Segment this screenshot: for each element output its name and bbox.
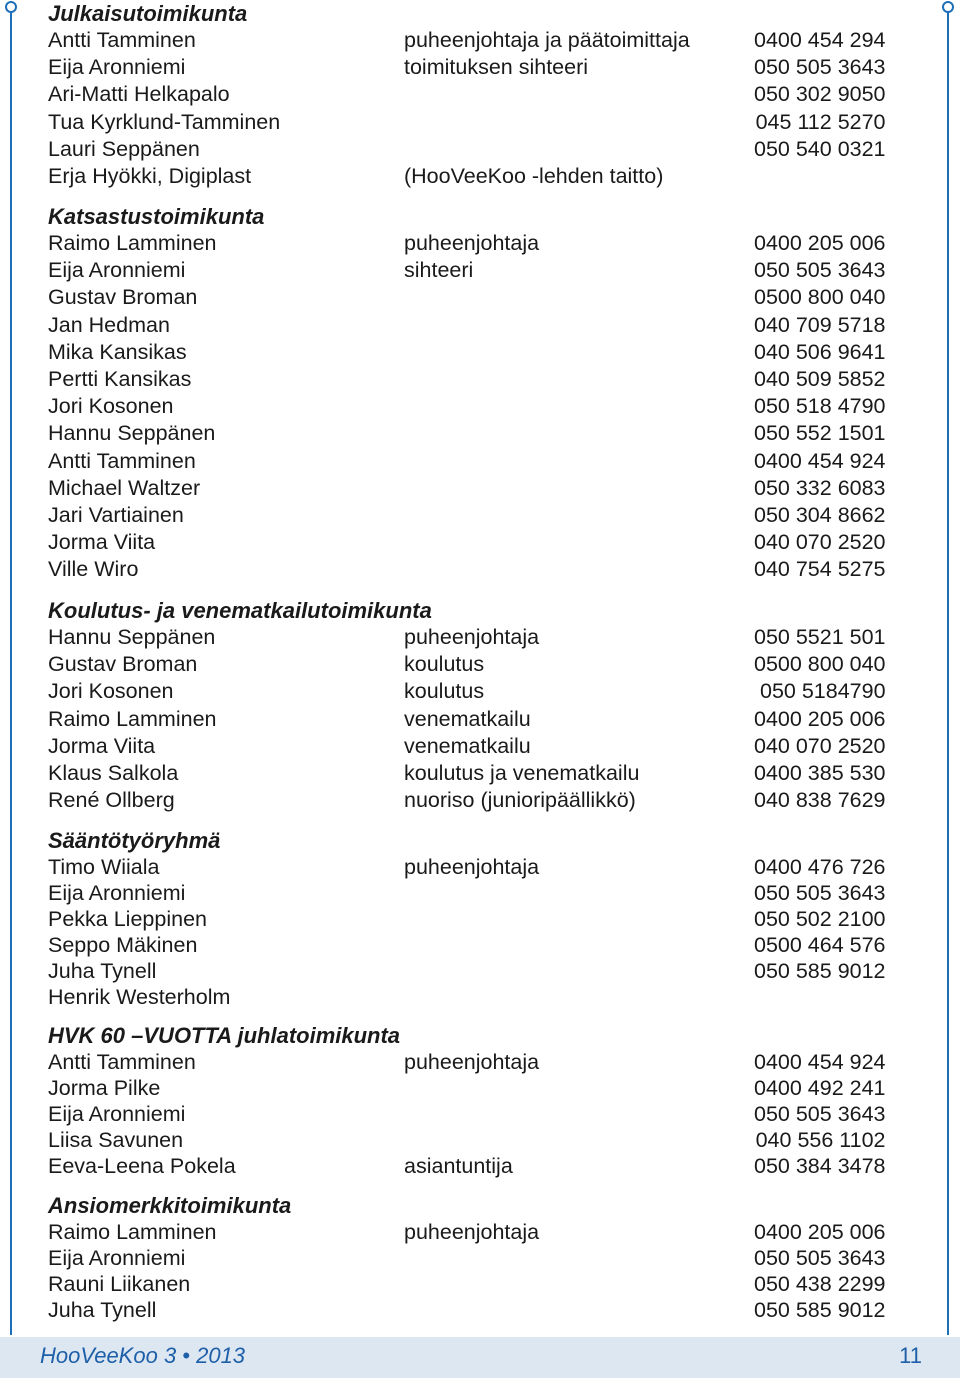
member-role: [404, 906, 754, 932]
member-role: puheenjohtaja: [404, 1050, 540, 1074]
member-phone: 040 070 2520: [754, 733, 886, 758]
member-row: [48, 109, 886, 136]
member-row: [48, 529, 886, 556]
committee-section: [48, 0, 886, 190]
member-phone: 050 505 3643: [754, 258, 886, 283]
member-phone: 050 5521 501: [754, 625, 886, 649]
member-row: [48, 54, 886, 81]
member-role: [404, 312, 754, 339]
member-phone: 0500 800 040: [754, 652, 886, 677]
member-role: venematkailu: [404, 706, 531, 731]
member-phone: 040 838 7629: [754, 788, 886, 813]
member-row: [48, 257, 886, 284]
member-role: [404, 420, 754, 447]
member-phone: 050 5184790: [759, 679, 886, 704]
member-phone: 040 754 5275: [754, 557, 886, 582]
member-phone: 040 709 5718: [754, 312, 886, 337]
member-phone: 0400 476 726: [754, 855, 886, 879]
member-row: [48, 733, 886, 760]
member-role: [404, 932, 754, 958]
member-role: asiantuntija: [404, 1154, 513, 1178]
member-role: [404, 1271, 754, 1297]
member-row: [48, 312, 886, 339]
member-phone: 050 302 9050: [754, 82, 886, 107]
member-row: [48, 854, 886, 880]
section-title: Ansiomerkkitoimikunta: [48, 1193, 292, 1218]
member-name: Gustav Broman: [48, 652, 198, 677]
member-name: Klaus Salkola: [48, 760, 179, 785]
member-row: [48, 27, 886, 54]
member-row: [48, 906, 886, 932]
member-row: [48, 1245, 886, 1271]
member-phone: 0400 492 241: [754, 1076, 886, 1100]
member-phone: 0400 205 006: [754, 706, 886, 731]
member-row: [48, 448, 886, 475]
right-border-ornament: [942, 1, 954, 13]
member-phone: 050 505 3643: [754, 881, 886, 905]
page-number: 11: [899, 1343, 922, 1368]
member-role: puheenjohtaja ja päätoimittaja: [404, 28, 690, 52]
member-name: Jorma Viita: [48, 733, 156, 758]
member-row: [48, 760, 886, 787]
member-name: Pertti Kansikas: [48, 366, 192, 391]
member-row: [48, 1271, 886, 1297]
member-role: [404, 366, 754, 393]
section-title: Koulutus- ja venematkailutoimikunta: [48, 598, 432, 623]
member-role: [404, 529, 754, 556]
member-phone: 045 112 5270: [755, 109, 886, 134]
member-phone: 0400 454 294: [754, 28, 886, 52]
member-row: [48, 420, 886, 447]
member-role: puheenjohtaja: [404, 855, 540, 879]
member-row: [48, 706, 886, 733]
member-row: [48, 1127, 886, 1153]
member-row: [48, 678, 886, 705]
member-name: Tua Kyrklund-Tamminen: [48, 109, 281, 134]
member-name: Antti Tamminen: [48, 1050, 196, 1074]
member-name: Hannu Seppänen: [48, 421, 216, 446]
member-row: [48, 651, 886, 678]
member-phone: 040 070 2520: [754, 530, 886, 555]
member-phone: 050 505 3643: [754, 55, 886, 80]
member-row: [48, 366, 886, 393]
member-name: Timo Wiiala: [48, 855, 160, 879]
member-role: puheenjohtaja: [404, 625, 540, 649]
member-phone: 050 585 9012: [754, 959, 886, 983]
member-role: puheenjohtaja: [404, 1220, 540, 1244]
member-row: [48, 556, 886, 583]
member-role: sihteeri: [404, 258, 474, 283]
member-row: [48, 502, 886, 529]
member-role: koulutus: [404, 679, 485, 704]
member-phone: 050 502 2100: [754, 907, 886, 931]
member-row: [48, 339, 886, 366]
member-row: [48, 624, 886, 651]
member-phone: 0500 800 040: [754, 285, 886, 310]
member-row: [48, 136, 886, 163]
member-row: [48, 393, 886, 420]
committee-section: [48, 1022, 886, 1179]
member-name: Eija Aronniemi: [48, 55, 186, 80]
member-name: Jori Kosonen: [48, 394, 174, 419]
member-row: [48, 1075, 886, 1101]
member-row: [48, 1297, 886, 1323]
member-phone: 050 585 9012: [754, 1298, 886, 1322]
member-phone: 050 540 0321: [754, 136, 886, 161]
publication-title: HooVeeKoo 3 • 2013: [40, 1343, 246, 1368]
member-name: Erja Hyökki, Digiplast: [48, 163, 252, 188]
left-border-line: [10, 10, 12, 1335]
member-name: Seppo Mäkinen: [48, 933, 198, 957]
member-name: Juha Tynell: [48, 959, 157, 983]
member-role: [404, 1297, 754, 1323]
section-title: HVK 60 –VUOTTA juhlatoimikunta: [48, 1023, 401, 1048]
left-border-ornament: [5, 1, 17, 13]
member-row: [48, 880, 886, 906]
member-name: Eija Aronniemi: [48, 1102, 186, 1126]
member-row: [48, 475, 886, 502]
member-phone: 0400 454 924: [754, 448, 886, 473]
member-role: [404, 1075, 754, 1101]
member-role: [404, 1101, 754, 1127]
member-phone: 050 332 6083: [754, 475, 886, 500]
member-row: [48, 1101, 886, 1127]
member-name: René Ollberg: [48, 788, 175, 813]
member-row: [48, 1049, 886, 1075]
member-role: [404, 136, 754, 163]
member-row: [48, 958, 886, 984]
member-name: Juha Tynell: [48, 1298, 157, 1322]
member-row: [48, 932, 886, 958]
member-name: Gustav Broman: [48, 285, 198, 310]
member-phone: 050 304 8662: [754, 502, 886, 527]
member-role: [404, 1245, 754, 1271]
member-name: Raimo Lamminen: [48, 706, 217, 731]
member-name: Eija Aronniemi: [48, 258, 186, 283]
member-role: [404, 984, 754, 1010]
member-phone: [754, 163, 886, 190]
member-name: Hannu Seppänen: [48, 625, 216, 649]
member-name: Antti Tamminen: [48, 448, 196, 473]
member-role: [404, 475, 754, 502]
member-name: Mika Kansikas: [48, 339, 187, 364]
member-phone: 050 384 3478: [754, 1154, 886, 1178]
member-role: [404, 502, 754, 529]
member-phone: 050 505 3643: [754, 1246, 886, 1270]
member-name: Henrik Westerholm: [48, 985, 231, 1009]
member-name: Ari-Matti Helkapalo: [48, 82, 230, 107]
member-phone: 0400 205 006: [754, 231, 886, 255]
member-row: [48, 163, 886, 190]
member-phone: 050 438 2299: [754, 1272, 886, 1296]
member-phone: 040 509 5852: [754, 366, 886, 391]
page-footer: [0, 1337, 960, 1378]
member-name: Jorma Viita: [48, 530, 156, 555]
member-row: [48, 81, 886, 108]
member-row: [48, 230, 886, 257]
member-role: [404, 393, 754, 420]
member-role: toimituksen sihteeri: [404, 55, 589, 80]
member-phone: 0400 385 530: [754, 760, 886, 785]
section-title: Julkaisutoimikunta: [48, 1, 248, 26]
member-phone: 0400 454 924: [754, 1050, 886, 1074]
member-phone: 0400 205 006: [754, 1220, 886, 1244]
member-role: venematkailu: [404, 733, 531, 758]
member-name: Eija Aronniemi: [48, 881, 186, 905]
member-name: Jari Vartiainen: [48, 502, 184, 527]
section-title: Katsastustoimikunta: [48, 204, 265, 229]
member-name: Jori Kosonen: [48, 679, 174, 704]
member-row: [48, 984, 886, 1010]
committee-section: [48, 597, 886, 814]
member-name: Pekka Lieppinen: [48, 907, 207, 931]
member-role: [404, 448, 754, 475]
member-phone: 050 505 3643: [754, 1102, 886, 1126]
member-name: Raimo Lamminen: [48, 231, 217, 255]
member-role: [404, 81, 754, 108]
member-role: [404, 1127, 754, 1153]
member-name: Michael Waltzer: [48, 475, 201, 500]
member-role: [404, 880, 754, 906]
member-name: Eija Aronniemi: [48, 1246, 186, 1270]
member-name: Ville Wiro: [48, 557, 139, 582]
member-phone: 0500 464 576: [754, 933, 886, 957]
member-phone: 040 556 1102: [755, 1128, 886, 1152]
member-row: [48, 787, 886, 814]
member-role: [404, 109, 754, 136]
right-border-line: [947, 10, 949, 1335]
member-row: [48, 284, 886, 311]
committee-section: [48, 827, 886, 1010]
member-role: koulutus ja venematkailu: [404, 760, 640, 785]
member-role: puheenjohtaja: [404, 231, 540, 255]
committee-section: [48, 1192, 886, 1323]
member-role: [404, 284, 754, 311]
member-role: nuoriso (junioripäällikkö): [404, 788, 636, 813]
member-name: Antti Tamminen: [48, 28, 196, 52]
member-name: Jan Hedman: [48, 312, 170, 337]
member-role: (HooVeeKoo -lehden taitto): [404, 163, 664, 188]
member-name: Raimo Lamminen: [48, 1220, 217, 1244]
member-phone: 050 518 4790: [754, 394, 886, 419]
member-name: Jorma Pilke: [48, 1076, 161, 1100]
member-role: [404, 556, 754, 583]
member-role: koulutus: [404, 652, 485, 677]
member-name: Eeva-Leena Pokela: [48, 1154, 236, 1178]
member-role: [404, 958, 754, 984]
member-name: Rauni Liikanen: [48, 1272, 191, 1296]
member-phone: [754, 984, 886, 1010]
member-phone: 040 506 9641: [754, 339, 886, 364]
section-title: Sääntötyöryhmä: [48, 828, 221, 853]
member-name: Lauri Seppänen: [48, 136, 200, 161]
member-row: [48, 1153, 886, 1179]
member-role: [404, 339, 754, 366]
member-name: Liisa Savunen: [48, 1128, 184, 1152]
committee-section: [48, 203, 886, 583]
member-row: [48, 1219, 886, 1245]
member-phone: 050 552 1501: [754, 421, 886, 446]
